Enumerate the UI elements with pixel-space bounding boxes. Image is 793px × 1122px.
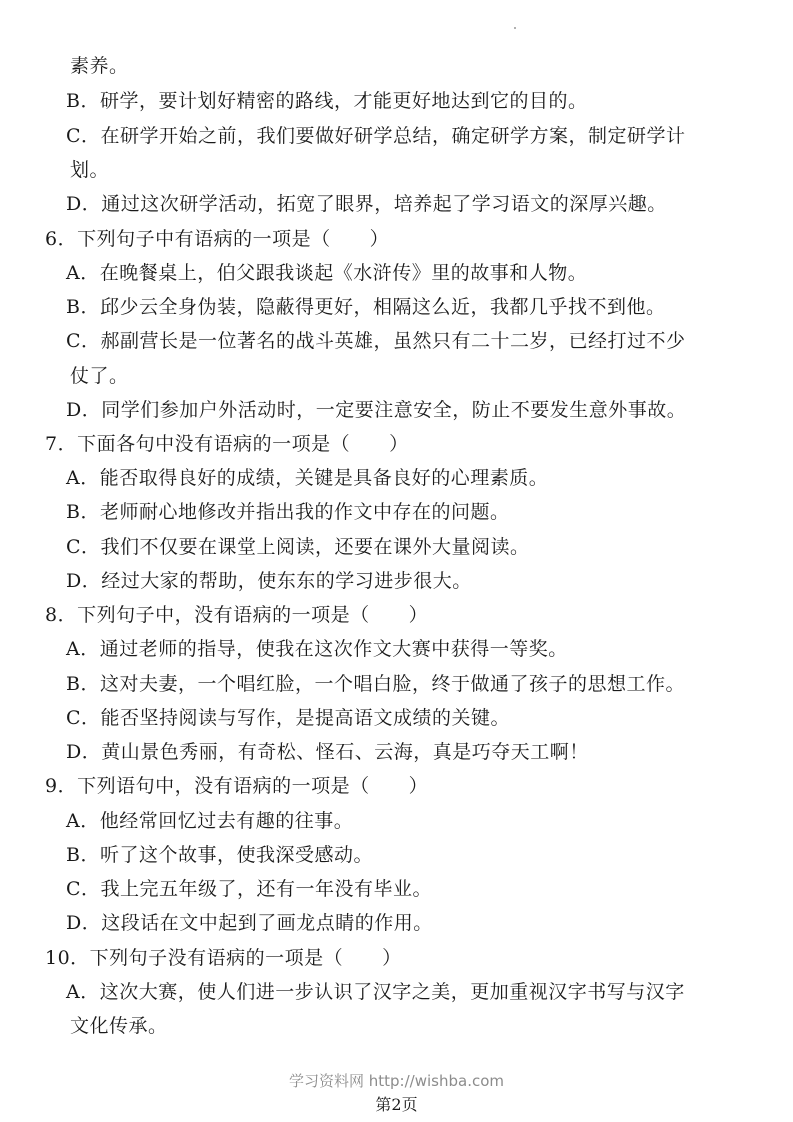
option-line: A．这次大赛，使人们进一步认识了汉字之美，更加重视汉字书写与汉字 <box>66 981 685 1003</box>
option-line: C．郝副营长是一位著名的战斗英雄，虽然只有二十二岁，已经打过不少 <box>66 330 686 352</box>
option-line: A．能否取得良好的成绩，关键是具备良好的心理素质。 <box>66 467 549 489</box>
text-line: 划。 <box>70 159 110 181</box>
text-line: 素养。 <box>70 55 129 77</box>
option-line: D．这段话在文中起到了画龙点睛的作用。 <box>66 912 433 934</box>
option-line: D．黄山景色秀丽，有奇松、怪石、云海，真是巧夺天工啊！ <box>66 741 589 763</box>
option-line: C．我们不仅要在课堂上阅读，还要在课外大量阅读。 <box>66 536 530 558</box>
option-line: D．通过这次研学活动，拓宽了眼界，培养起了学习语文的深厚兴趣。 <box>66 193 667 215</box>
option-line: A．他经常回忆过去有趣的往事。 <box>66 810 354 832</box>
option-line: A．通过老师的指导，使我在这次作文大赛中获得一等奖。 <box>66 638 568 660</box>
scan-speck <box>514 27 516 29</box>
footer-watermark: 学习资料网 http://wishba.com <box>289 1072 504 1090</box>
option-line: D．同学们参加户外活动时，一定要注意安全，防止不要发生意外事故。 <box>66 399 687 421</box>
option-line: B．老师耐心地修改并指出我的作文中存在的问题。 <box>66 501 510 523</box>
question-6: 6．下列句子中有语病的一项是（ ） <box>45 228 390 250</box>
question-7: 7．下面各句中没有语病的一项是（ ） <box>45 433 409 455</box>
question-8: 8．下列句子中，没有语病的一项是（ ） <box>45 604 429 626</box>
option-line: C．我上完五年级了，还有一年没有毕业。 <box>66 878 433 900</box>
option-line: A．在晚餐桌上，伯父跟我谈起《水浒传》里的故事和人物。 <box>66 262 588 284</box>
option-line: C．在研学开始之前，我们要做好研学总结，确定研学方案，制定研学计 <box>66 125 686 147</box>
question-9: 9．下列语句中，没有语病的一项是（ ） <box>45 775 429 797</box>
option-line: B．研学，要计划好精密的路线，才能更好地达到它的目的。 <box>66 90 588 112</box>
page-number: 第2页 <box>375 1095 418 1114</box>
question-10: 10．下列句子没有语病的一项是（ ） <box>45 947 402 969</box>
option-line: B．听了这个故事，使我深受感动。 <box>66 844 373 866</box>
option-line: B．这对夫妻，一个唱红脸，一个唱白脸，终于做通了孩子的思想工作。 <box>66 673 685 695</box>
text-line: 文化传承。 <box>70 1015 168 1037</box>
option-line: D．经过大家的帮助，使东东的学习进步很大。 <box>66 570 472 592</box>
option-line: C．能否坚持阅读与写作，是提高语文成绩的关键。 <box>66 707 511 729</box>
option-line: B．邱少云全身伪装，隐蔽得更好，相隔这么近，我都几乎找不到他。 <box>66 296 666 318</box>
text-line: 仗了。 <box>70 365 129 387</box>
